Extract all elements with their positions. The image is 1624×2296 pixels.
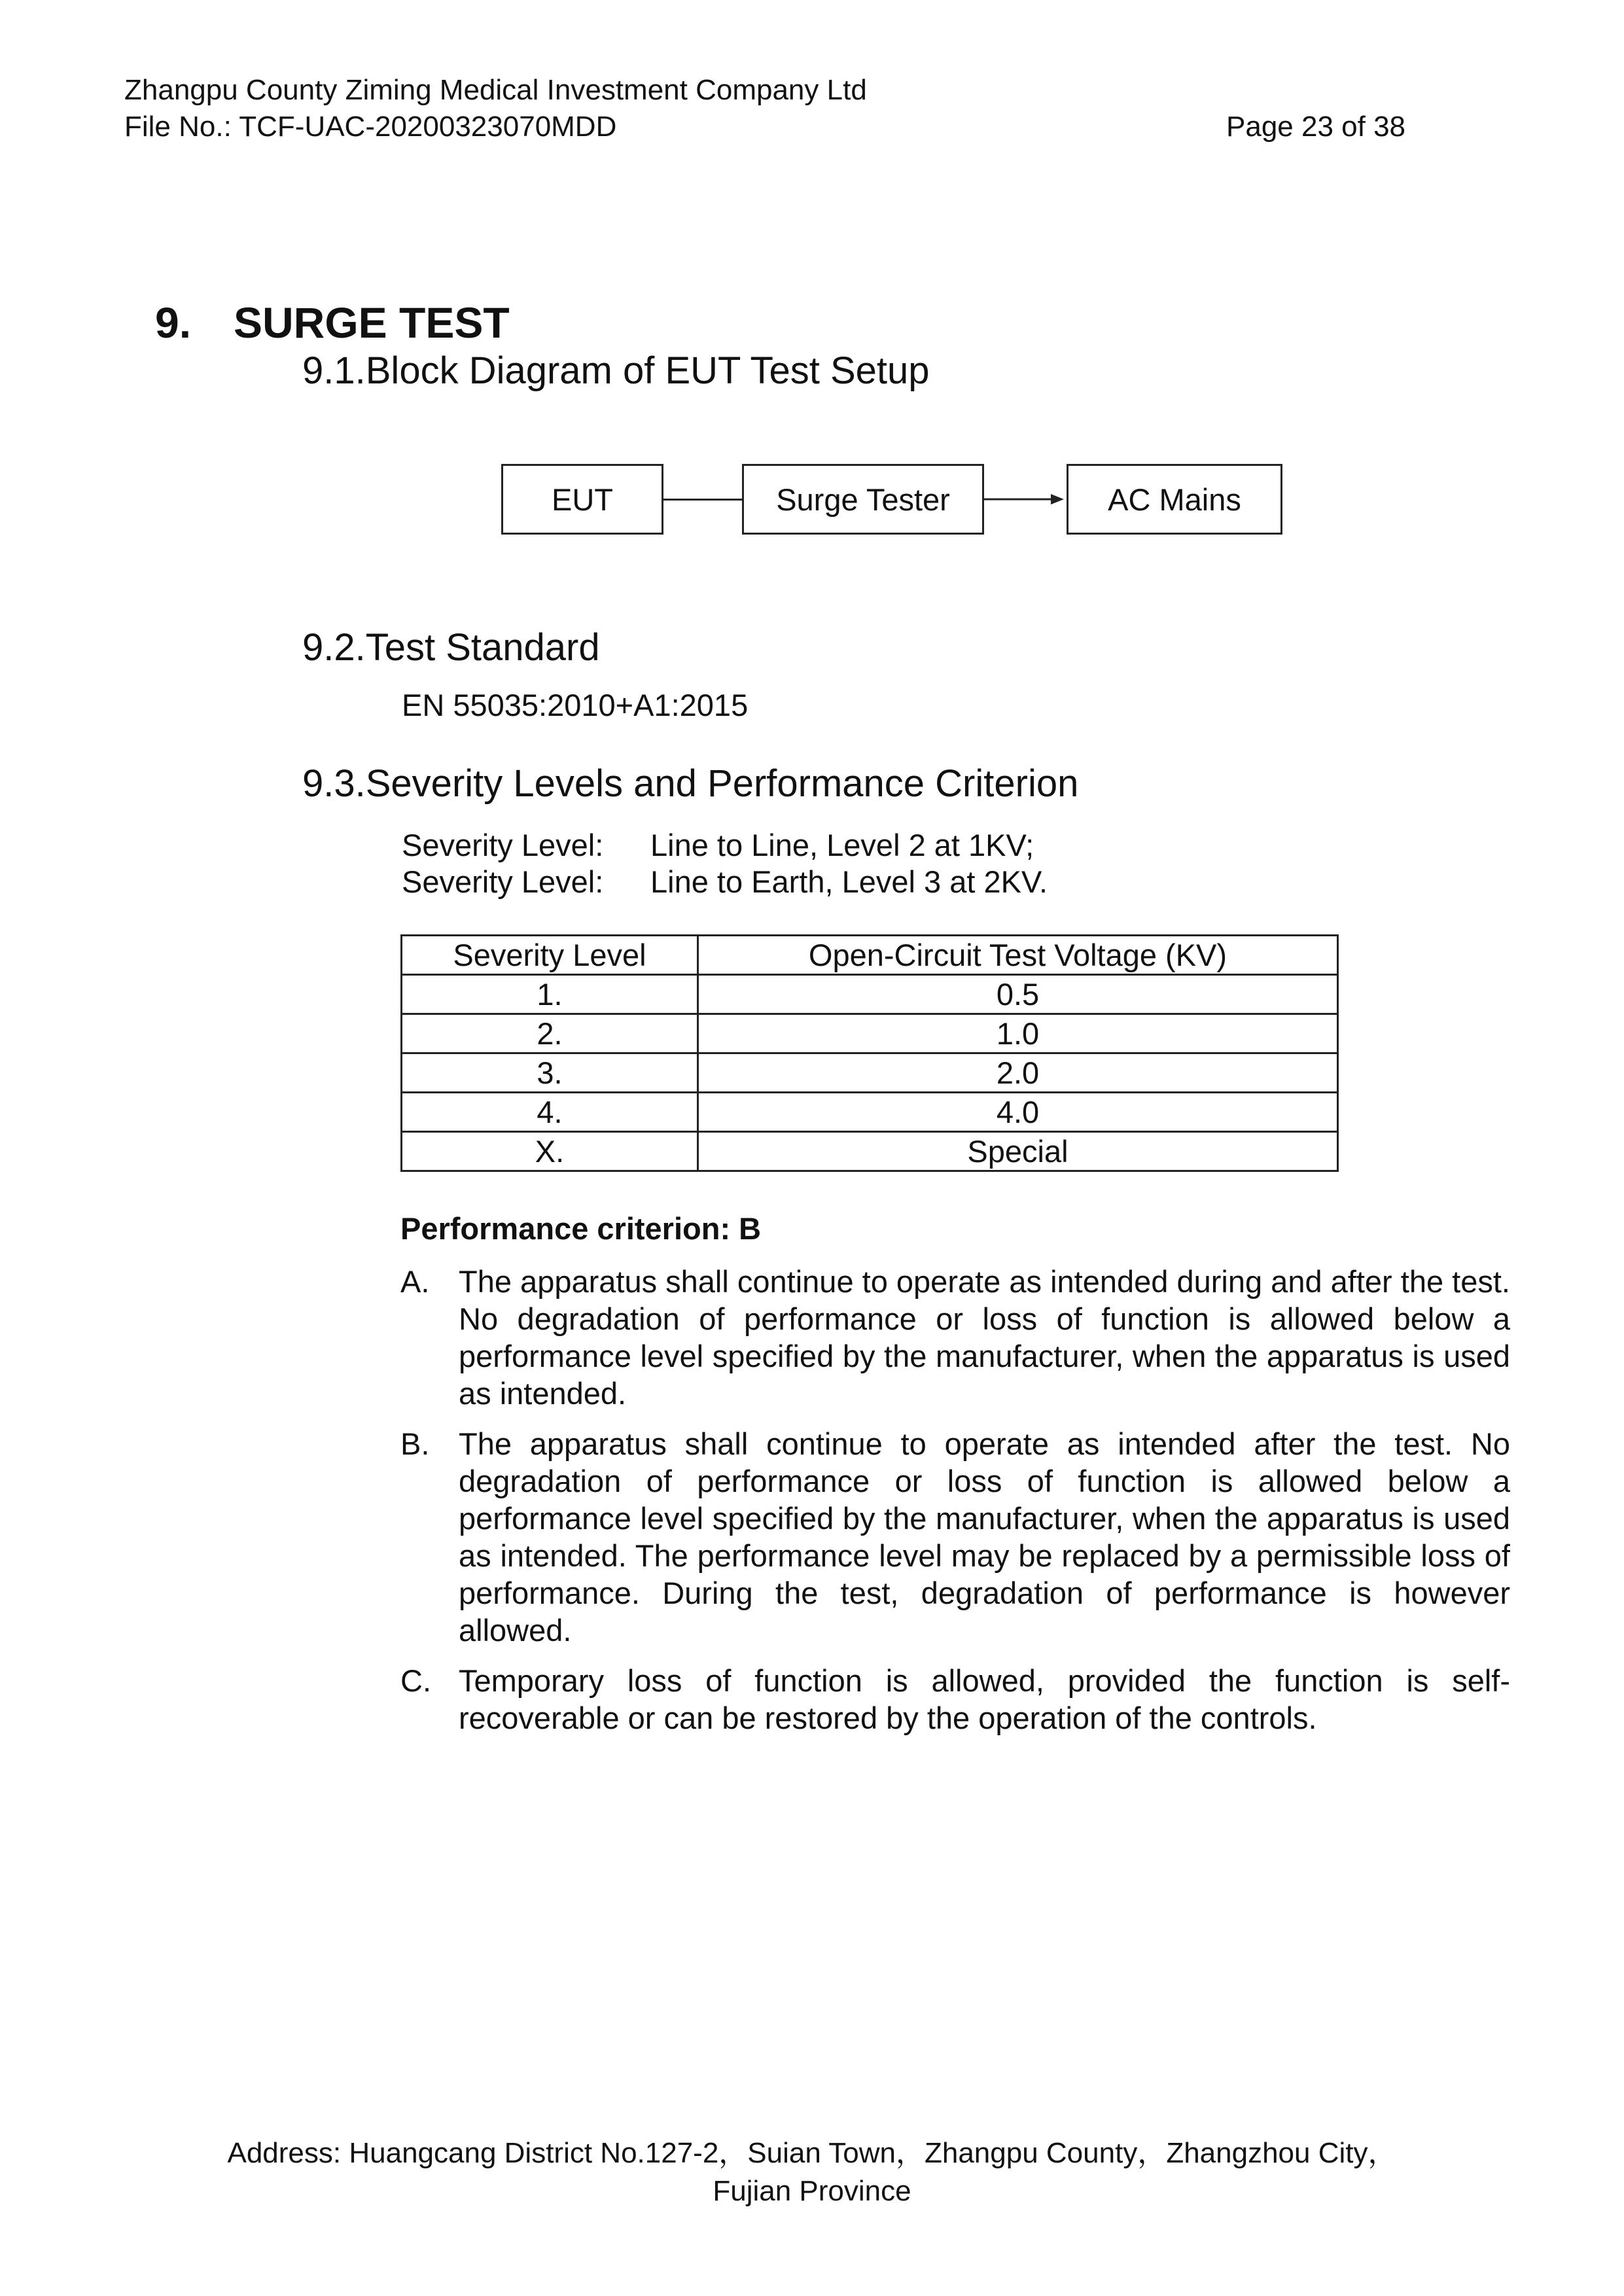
footer-address-line-2: Fujian Province <box>713 2175 911 2207</box>
connector-line <box>663 499 742 501</box>
file-number: File No.: TCF-UAC-20200323070MDD <box>124 111 617 143</box>
arrow-icon <box>984 489 1067 509</box>
standard-value: EN 55035:2010+A1:2015 <box>402 688 749 722</box>
severity-value-1: Line to Line, Level 2 at 1KV; <box>650 828 1034 862</box>
criterion-b <box>400 1425 1510 1649</box>
subsection-test-standard: 9.2.Test Standard <box>302 626 600 669</box>
severity-label-2: Severity Level: <box>402 864 604 899</box>
table-cell: 3. <box>402 1053 698 1093</box>
table-cell: Special <box>698 1132 1338 1171</box>
severity-label-1: Severity Level: <box>402 828 604 862</box>
table-cell: 0.5 <box>698 975 1338 1014</box>
page-number: Page 23 of 38 <box>1226 111 1406 143</box>
table-row <box>402 1053 1338 1093</box>
criterion-a <box>400 1263 1510 1412</box>
table-header-cell: Open-Circuit Test Voltage (KV) <box>698 936 1338 975</box>
criterion-label: A. <box>400 1264 430 1299</box>
table-header-row <box>402 936 1338 975</box>
criteria-list <box>400 1263 1510 1737</box>
company-name: Zhangpu County Ziming Medical Investment Company Ltd <box>124 74 867 106</box>
criterion-c <box>400 1662 1510 1737</box>
criterion-text: Temporary loss of function is allowed, provided the function is self-recoverable or can be restored by the operation of the controls. <box>459 1663 1510 1735</box>
severity-value-2: Line to Earth, Level 3 at 2KV. <box>650 864 1048 899</box>
criterion-text: The apparatus shall continue to operate as intended after the test. No degradation of performance or loss of function is allowed below a performance level specified by the manufacturer, when the apparatus is used as intended. The performance level may be replaced by a permissible loss of performance. During the test, degradation of performance is however allowed. <box>459 1426 1510 1648</box>
criterion-label: C. <box>400 1663 431 1698</box>
table-row <box>402 1132 1338 1171</box>
severity-table <box>400 934 1339 1172</box>
subsection-severity: 9.3.Severity Levels and Performance Criterion <box>302 762 1079 805</box>
table-cell: 2. <box>402 1014 698 1053</box>
table-row <box>402 1093 1338 1132</box>
section-title: SURGE TEST <box>234 298 510 347</box>
table-row <box>402 1014 1338 1053</box>
criterion-label: B. <box>400 1426 430 1461</box>
table-row <box>402 975 1338 1014</box>
table-header-cell: Severity Level <box>402 936 698 975</box>
eut-box: EUT <box>501 464 663 535</box>
surge-tester-box: Surge Tester <box>742 464 984 535</box>
table-cell: 2.0 <box>698 1053 1338 1093</box>
footer-address-line-1: Address: Huangcang District No.127-2，Suian Town，Zhangpu County，Zhangzhou City， <box>227 2137 1397 2169</box>
table-cell: 4. <box>402 1093 698 1132</box>
ac-mains-box: AC Mains <box>1067 464 1282 535</box>
table-cell: 1.0 <box>698 1014 1338 1053</box>
performance-heading: Performance criterion: B <box>400 1211 762 1246</box>
table-cell: 1. <box>402 975 698 1014</box>
section-number: 9. <box>155 298 192 347</box>
table-cell: X. <box>402 1132 698 1171</box>
subsection-block-diagram: 9.1.Block Diagram of EUT Test Setup <box>302 349 930 392</box>
criterion-text: The apparatus shall continue to operate as intended during and after the test. No degradation of performance or loss of function is allowed below a performance level specified by the manufacturer, when the apparatus is used as intended. <box>459 1264 1510 1411</box>
table-cell: 4.0 <box>698 1093 1338 1132</box>
